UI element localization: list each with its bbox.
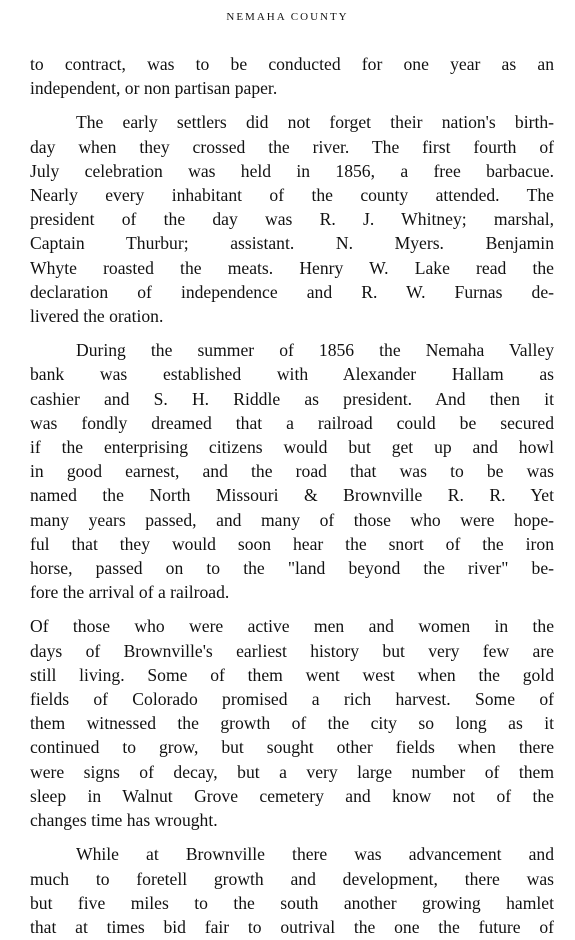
text-line: was fondly dreamed that a railroad could be secured [30, 412, 554, 433]
paragraph [30, 614, 554, 832]
text-line: During the summer of 1856 the Nemaha Valley [76, 340, 554, 361]
text-line: them witnessed the growth of the city so long as it [30, 713, 554, 734]
text-line: declaration of independence and R. W. Furnas de- [30, 281, 554, 302]
text-line: named the North Missouri & Brownville R. R. Yet [30, 485, 554, 506]
text-line: cashier and S. H. Riddle as president. And then it [30, 388, 554, 409]
text-line: The early settlers did not forget their nation's birth- [76, 112, 554, 133]
text-line: Whyte roasted the meats. Henry W. Lake read the [30, 257, 554, 278]
text-line: bank was established with Alexander Hallam as [30, 364, 554, 385]
text-line: While at Brownville there was advancement and [76, 844, 554, 865]
text-line: day when they crossed the river. The first fourth of [30, 136, 554, 157]
text-line: sleep in Walnut Grove cemetery and know not of the [30, 785, 554, 806]
text-line: Nearly every inhabitant of the county attended. The [30, 185, 554, 206]
text-line: ful that they would soon hear the snort of the iron [30, 533, 554, 554]
paragraph [30, 52, 554, 100]
text-line: continued to grow, but sought other fields when there [30, 737, 554, 758]
text-line: many years passed, and many of those who were hope- [30, 509, 554, 530]
running-head: NEMAHA COUNTY [226, 11, 349, 23]
text-line: still living. Some of them went west when the gold [30, 664, 554, 685]
text-line: president of the day was R. J. Whitney; marshal, [30, 209, 554, 230]
text-line: much to foretell growth and development, there was [30, 868, 554, 889]
text-line: were signs of decay, but a very large number of them [30, 761, 554, 782]
text-line: independent, or non partisan paper. [30, 78, 278, 99]
text-line: in good earnest, and the road that was to be was [30, 461, 554, 482]
text-line: that at times bid fair to outrival the one the future of [30, 916, 554, 937]
text-line: days of Brownville's earliest history but very few are [30, 640, 554, 661]
text-line: to contract, was to be conducted for one year as an [30, 54, 554, 74]
text-line: livered the oration. [30, 306, 164, 327]
text-line: if the enterprising citizens would but get up and howl [30, 437, 554, 458]
text-line: horse, passed on to the "land beyond the river" be- [30, 558, 554, 579]
text-line: changes time has wrought. [30, 810, 218, 831]
paragraph [30, 842, 554, 939]
text-line: July celebration was held in 1856, a free barbacue. [30, 160, 554, 181]
paragraph [30, 338, 554, 604]
text-line: but five miles to the south another growing hamlet [30, 892, 554, 913]
text-line: fields of Colorado promised a rich harvest. Some of [30, 689, 554, 710]
body-text [30, 52, 554, 939]
text-line: fore the arrival of a railroad. [30, 582, 230, 603]
text-line: Of those who were active men and women in the [30, 616, 554, 637]
paragraph [30, 110, 554, 328]
text-line: Captain Thurbur; assistant. N. Myers. Benjamin [30, 233, 554, 254]
